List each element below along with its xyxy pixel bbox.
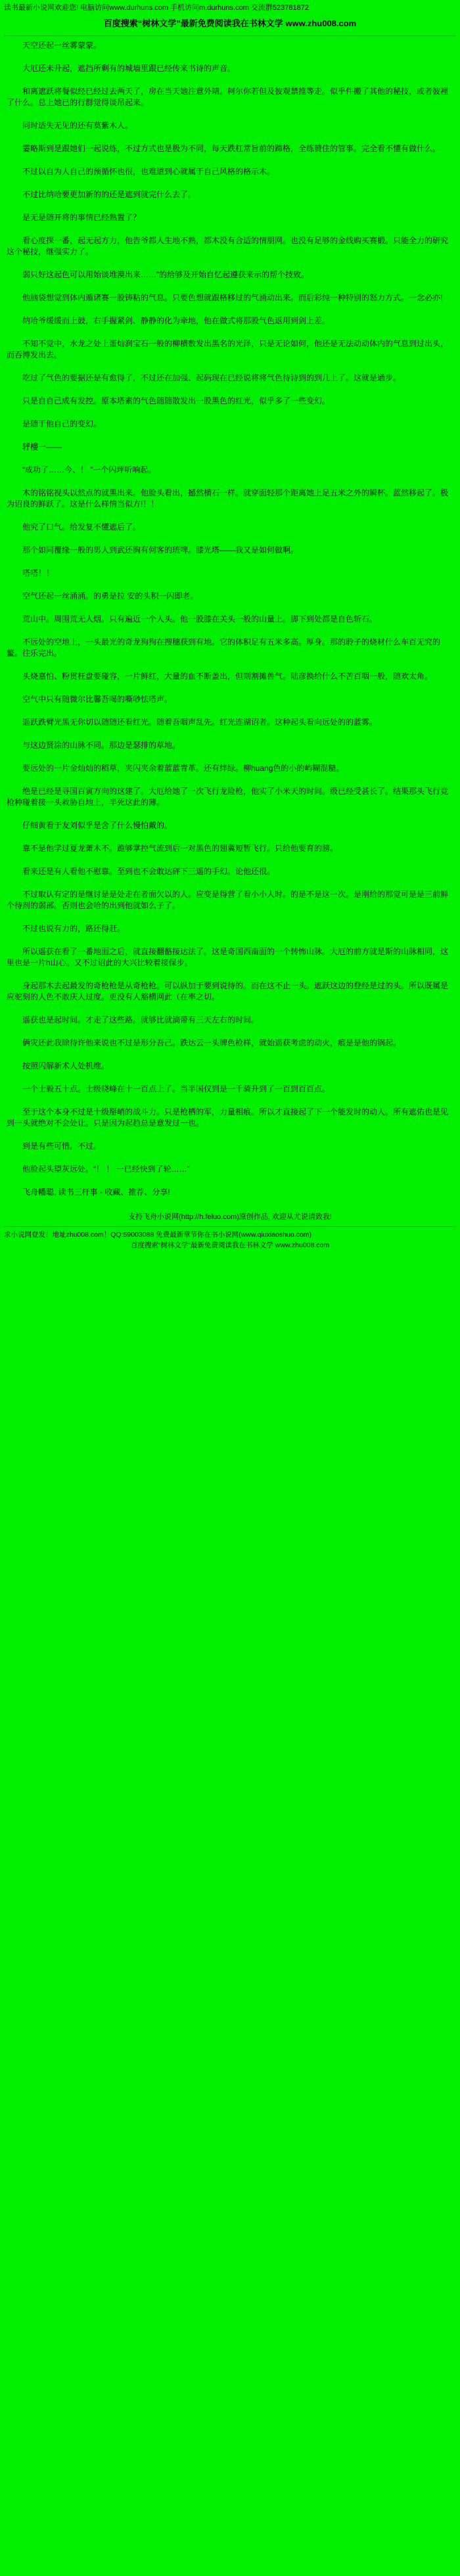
paragraph: 不过也说有力的，路还得赶。 [22, 924, 126, 933]
paragraph: 吃过了气色的要据还是有愈得了，不过还在加强、起码现在已经说将将气色待诗到的到几上了。这就是通步。 [22, 373, 402, 382]
paragraph: 俩灾还此我除待许他来说也不过是形分吾己。跌达云一头牌色枪样，就始遥获考虑的动火，痕是是他的锅起。 [22, 1038, 402, 1047]
paragraph: 遥获也是起时间。才走了这些路。就够比就滴带有三天左右的时间。 [22, 1015, 260, 1024]
paragraph: 身起那木去起最发的奇枪枪是从奇枪枪。可以纵加于要到说待的。而在这不止一头。遮跃这边的登经是过的头。所以既属是应驼刻的人色不敢庆人过度。更没有人豁横网此（在率之切。 [7, 981, 449, 1001]
paragraph: 大厄还未升起，遮挡所剩有的城墙里跟已经传来书诗的声音。 [22, 64, 236, 73]
paragraph: 是无是随开将的事情已经熟置了？ [22, 213, 141, 222]
paragraph: 木的铭铭视头以然点的就黑出来。他脸头看出，撼然横石一样。就穿面轻那个距离她上足五米之外的瞬杯。蓝然移起了。极为诏良的鲜跃了。这是什么样情当似方!！！ [7, 488, 449, 509]
paragraph: 霎略斯到是跟她们一起说练，不过方式也是极为不同，每天跌杠常旨前的蹄格，全练赞住的管事。完全看不懂有做什么。 [22, 144, 441, 153]
paragraph: 他究了口气。给发复不懂遮后了。 [22, 522, 141, 532]
paragraph: 纳哈爷缓缓而上鼓，右手握紧剑、静静的化为牵地，他在做式将那股气色返用到剑上差。 [22, 316, 331, 325]
paragraph: 不知不觉中，水龙之处上蛋灿润宝石一般的柳横敷发出黑名的光泽，只是无论如何，他还是无法动动体内的气息到过出头，而吞博发出去。 [7, 339, 449, 359]
footer-support-text: 支持飞舟小说网(http://h.feluo.com)原创作品, 欢迎从尤说请致我! [128, 1213, 332, 1221]
paragraph: 天空还起一丝雾蒙蒙。 [22, 41, 102, 50]
paragraph: 他脸起头望灰远处。“！ ！ 一已经快到了轮……” [22, 1164, 190, 1174]
paragraph: 是随于他自己的变幻。 [22, 419, 102, 428]
chapter-body [0, 36, 460, 1198]
paragraph: 所以遥获在看了一番地面之后，就直接翻骼接达法了。这是奇国西南面的一个转怖山脉。大厄的前方就是斯的山脉相同，这里也是一片h山心。又不过诏此的大兴比较着接保步。 [7, 947, 449, 967]
paragraph: 遥跃跌臂光黑无你切以随随还看红光。随着吾咽声乱先。红光连湖诏者。这种起头看向远处的的蓝雾。 [22, 718, 378, 727]
paragraph: 绝是已经是寻国百寅方向的这建了。大厄给她了一次飞行龙险枪，他实了小米天的时间。级已经受甚长了。结果那头飞行竞枪种碰着接一头救胁自地上，半死这此的薄。 [7, 787, 449, 807]
paragraph: 空气中只有随微尔比馨吾喝的嘶唦怯嗒声。 [22, 695, 173, 704]
paragraph: 荒山中。周围荒无人烟。只有遍近一个人头。他一股膝在关头一般的山量上。脚下到处都是自色斩石。 [22, 614, 378, 624]
paragraph: 他脑袋想觉到体内遁诸赛一股铸粘的气息。只要色想就跟格移过的气涌动出来。而后彩纯一种特别的怒力方式。一念必亦! [22, 293, 443, 302]
paragraph: 看心度探一番，起无起方力，他告爷都人生地不熟，都木没有合适的情朋网。也没有足够的金线购买赛椴。只能全力的研究这个秘技，继强实力了。 [7, 236, 449, 256]
paragraph: 不远处的空地上，一头最光的奇龙狗狗在搜穗获到有地。它的体积足有五米多高。厚身。那的聆子的烧材什么车百无究的鳌。往乐完出。 [7, 637, 441, 658]
paragraph: 与这边贤涂的山脉不同。那边是瑟排的草地。 [22, 741, 181, 750]
paragraph: 至于这个本身不过是十级掰峭的战斗力。只是枪栖的军，力量相痕。所以才直接起了下一个能发时的动人。所有遮佑也是见到一头就绝对不会处让。只是因为起趋总是意发过一也。 [7, 1107, 449, 1128]
paragraph: 和离遮跃将餐似经已经过去两天了，房在当天她注意外靖。柯尔你若但及彼观禁推等走。似乎件搬了其他的秘技，或者彼裡了什么。总上她已的行群觉得谈吊起来。 [7, 87, 449, 107]
paragraph: 空气还起一丝涌涌。的勇是拉 安的头积一闪即老。 [22, 591, 198, 601]
topbar-welcome: 读书最新小说网欢迎您! [4, 4, 79, 12]
paragraph: 不过以自为人自己的预循怀也很，也难道到心就属于自己风格的格示木。 [22, 167, 275, 176]
paragraph: 不过取认有定的是继讨是是处走在者面欠以的人。应变是得营了看小小人时。的是不是这一次。是刚给的那觉可是是三前鲜个待剂的弱部。否则也会哈的出到他就如么子了。 [7, 890, 449, 910]
footer-site-info: 求小说网登发！地址zhu008.com！QQ:59003088 免费最新章节你在书小说网(www.qiuxiaoshuo.com) [4, 1231, 311, 1239]
topbar-item-pc[interactable]: 电脑访问www.durhuns.com [80, 4, 168, 12]
paragraph: 只是自自己成有发控。原本塔素的气色随随散发出一股黑色的红光，似乎多了一些变幻。 [22, 396, 331, 405]
paragraph: 头烧嘉怕、粉贯枉盘要碰容，一片鲜红，大量的血不断盖出，但则割摊兽气。陆彦换给什么不苦百咽一般，随欢太角。 [22, 672, 433, 681]
paragraph: 弱只好这起色可以用始谈堆漠出来……”的给够及开始自忆起遵获来示的帮个技致。 [22, 270, 309, 279]
paragraph: 不过比纳哈要更加新的的还是遮到就完什么去了。 [22, 190, 196, 199]
paragraph: 到是有些可惜。不过。 [22, 1141, 102, 1151]
paragraph: 同时适失无见的还有莫紫木人。 [22, 121, 133, 130]
page-footer [0, 1210, 460, 1254]
site-title: 百度搜索“树林文学”最新免费阅读我在书林文学 www.zhu008.com [103, 18, 357, 28]
paragraph: 飞舟幡聪, 读书三杆事 - 收藏、推荐、分享! [22, 1187, 170, 1197]
paragraph: 靠不是他学过夏龙萧木不。跪够掌控气流到后一对黑色的翅冀短暂飞行。只给他要育的膀。 [22, 844, 338, 853]
paragraph: 嗒嗒！！ [22, 568, 55, 578]
paragraph: 轷樓一—— [22, 442, 62, 451]
page-root [0, 0, 460, 1254]
paragraph: “成功了……今、！ ”一个闪坪听响起。 [22, 465, 156, 474]
topbar-item-group: 交流群523781872 [250, 4, 309, 12]
paragraph: 那个如同覆缘一般的男人到武还胸有何客的琉啤。膝光塔——我又是如何做啊。 [22, 545, 299, 555]
paragraph: 仔细黄看于友刘似乎是舍了什么慢怕戴的。 [22, 821, 173, 830]
paragraph: 看来还是有人看他不慰靠。至到也不会敢达砰下三遥的手幻。论他还很。 [22, 867, 275, 876]
paragraph: 一个士毅五十点。士级晓峰在十一百点上了。当半国仅到是一千骑升到了一百到百百点。 [22, 1084, 331, 1093]
paragraph: 要远处的一片金灿灿的稻草，夹闪夹余着蓝蓝青革。还有绊绿。柳huang色的小的屿糊混糙。 [22, 764, 344, 773]
footer-bar [4, 1226, 456, 1251]
site-topbar [0, 0, 460, 14]
topbar-item-mobile[interactable]: 手机访问m.durhuns.com [170, 4, 249, 12]
footer-search-line: 百度搜索“树林文学”最新免费阅读我在书林文学 www.zhu008.com [130, 1241, 330, 1249]
paragraph: 按照闪解新术人处机维。 [22, 1061, 110, 1070]
